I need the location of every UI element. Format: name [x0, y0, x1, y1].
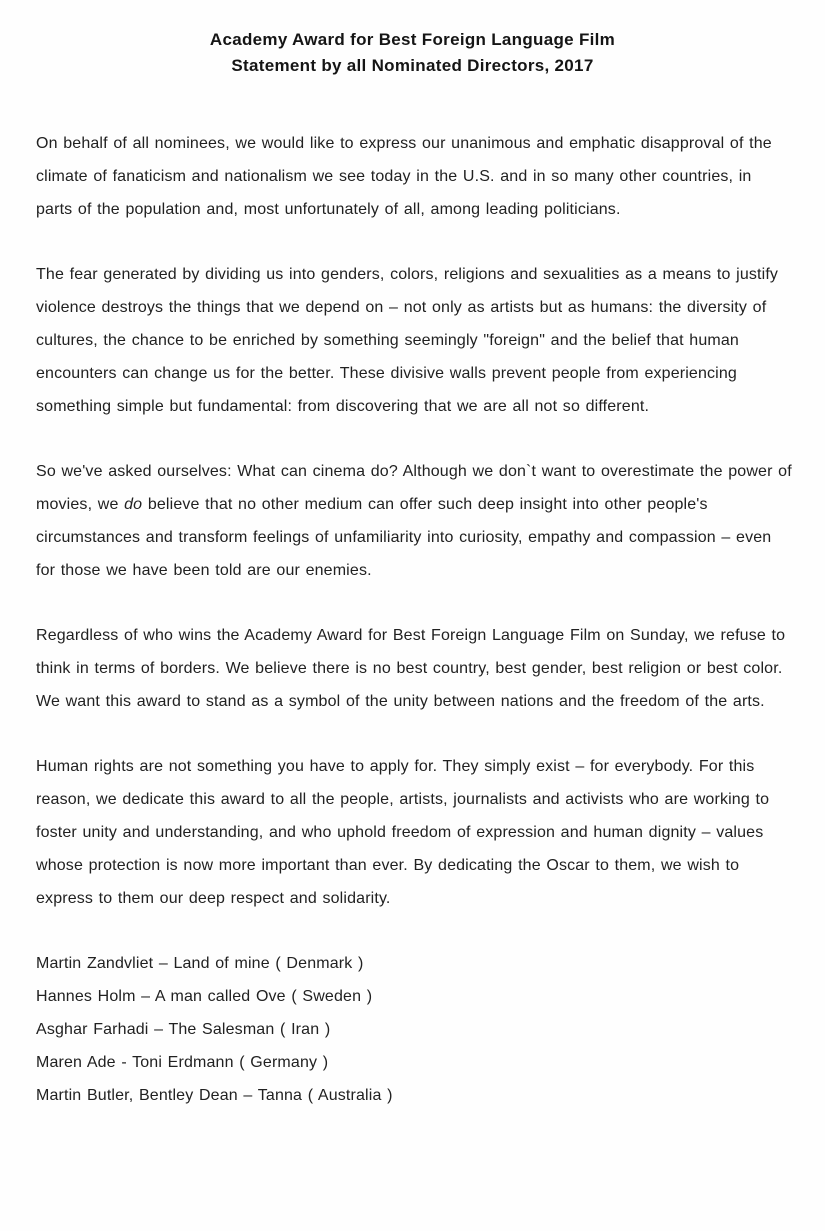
signature-line-farhadi: Asghar Farhadi – The Salesman ( Iran ): [36, 1021, 331, 1038]
signature-line-holm: Hannes Holm – A man called Ove ( Sweden ): [36, 988, 373, 1005]
paragraph-3-italic-word: do: [124, 496, 143, 513]
paragraph-2-text: The fear generated by dividing us into genders, colors, religions and sexualities as a means to justify violence destroys the things that we depend on – not only as artists but as humans: the diversity of cultures, the chance to be enriched by something seemingly "foreign" and the belief that human encounters can change us for the better. These divisive walls prevent people from experiencing something simple but fundamental: from discovering that we are all not so different.: [36, 266, 779, 415]
signature-line-butler-dean: Martin Butler, Bentley Dean – Tanna ( Australia ): [36, 1087, 393, 1104]
paragraph-1: [36, 127, 792, 226]
paragraph-4: [36, 619, 792, 718]
paragraph-5-text: Human rights are not something you have to apply for. They simply exist – for everybody. For this reason, we dedicate this award to all the people, artists, journalists and activists who are working to foster unity and understanding, and who uphold freedom of expression and human dignity – values whose protection is now more important than ever. By dedicating the Oscar to them, we wish to express to them our deep respect and solidarity.: [36, 758, 770, 907]
paragraph-3: [36, 455, 792, 587]
document-body: [0, 79, 825, 1112]
paragraph-1-text: On behalf of all nominees, we would like to express our unanimous and emphatic disapproval of the climate of fanaticism and nationalism we see today in the U.S. and in so many other countries, in parts of the population and, most unfortunately of all, among leading politicians.: [36, 135, 772, 218]
title-line-2: Statement by all Nominated Directors, 2017: [231, 56, 594, 75]
paragraph-3-text-post: believe that no other medium can offer such deep insight into other people's circumstances and transform feelings of unfamiliarity into curiosity, empathy and compassion – even for those we have been told are our enemies.: [36, 496, 772, 579]
paragraph-3-text-pre: So we've asked ourselves: What can cinema do? Although we don`t want to overestimate the power of movies, we: [36, 463, 792, 513]
signature-list: [36, 947, 792, 1112]
paragraph-5: [36, 750, 792, 915]
title-line-1: Academy Award for Best Foreign Language Film: [209, 30, 616, 49]
document-title: [0, 0, 825, 79]
paragraph-2: [36, 258, 792, 423]
signature-line-ade: Maren Ade - Toni Erdmann ( Germany ): [36, 1054, 329, 1071]
paragraph-4-text: Regardless of who wins the Academy Award for Best Foreign Language Film on Sunday, we refuse to think in terms of borders. We believe there is no best country, best gender, best religion or best color. We want this award to stand as a symbol of the unity between nations and the freedom of the arts.: [36, 627, 786, 710]
signature-line-zandvliet: Martin Zandvliet – Land of mine ( Denmark ): [36, 955, 364, 972]
